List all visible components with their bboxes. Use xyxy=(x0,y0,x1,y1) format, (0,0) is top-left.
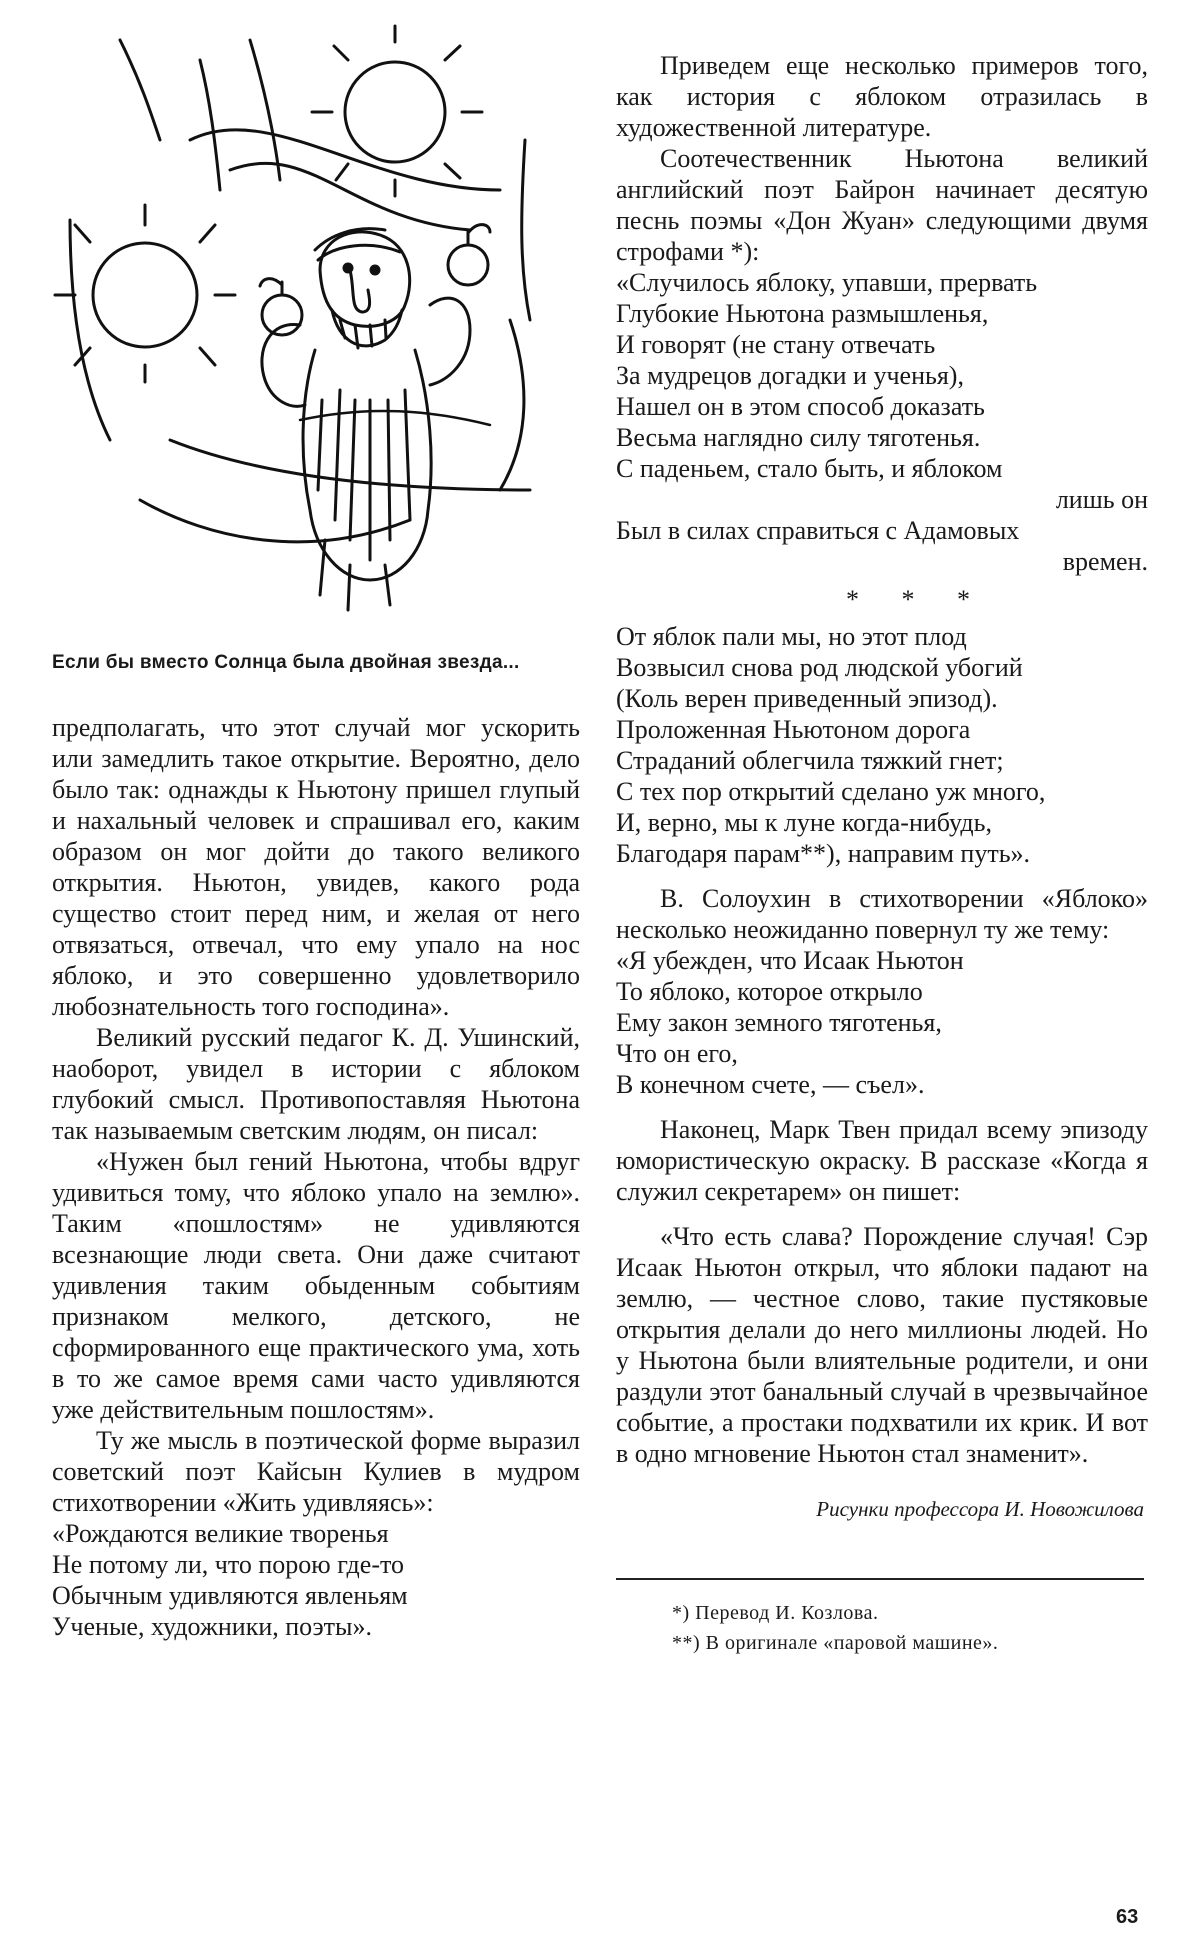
illustration-caption: Если бы вместо Солнца была двойная звезда... xyxy=(52,652,520,673)
verse-line: С паденьем, стало быть, и яблоком xyxy=(616,454,1003,483)
verse-line: То яблоко, которое открыло xyxy=(616,977,923,1006)
verse-line: Возвысил снова род людской убогий xyxy=(616,653,1023,682)
illustration-credit: Рисунки профессора И. Новожилова xyxy=(816,1497,1144,1521)
verse-line: Был в силах справиться с Адамовых xyxy=(616,516,1020,545)
kuliev-intro: Ту же мысль в поэтической форме выразил советский поэт Кайсын Кулиев в мудром стихотворении «Жить удивляясь»: xyxy=(52,1426,580,1517)
verse-line: В конечном счете, — съел». xyxy=(616,1070,925,1099)
verse-line: Ему закон земного тяготенья, xyxy=(616,1008,942,1037)
verse-line-overflow: лишь он xyxy=(1055,485,1148,514)
soloukhin-verse xyxy=(616,945,1148,1100)
verse-line: И говорят (не стану отвечать xyxy=(616,330,936,359)
verse-line: Обычным удивляются явленьям xyxy=(52,1581,408,1610)
footnote-2: **) В оригинале «паровой машине». xyxy=(672,1632,999,1654)
footnote-divider xyxy=(616,1578,1144,1580)
newton-two-suns-illustration xyxy=(50,20,590,640)
left-paragraph-continuation: предполагать, что этот случай мог ускорить или замедлить такое открытие. Вероятно, дело было так: однажды к Ньютону пришел глупый и нахальный человек и спрашивал его, каким образом он мог дойти до такого великого открытия. Ньютон, увидев, какого рода существо стоит перед ним, и желая от него отвязаться, отвечал, что ему упало на нос яблоко, и это совершенно удовлетворило любознательность того господина». xyxy=(52,713,580,1021)
right-intro-paragraph: Приведем еще несколько примеров того, как история с яблоком отразилась в художественной литературе. xyxy=(616,51,1148,142)
verse-line: (Коль верен приведенный эпизод). xyxy=(616,684,998,713)
verse-line-overflow: времен. xyxy=(1062,547,1148,576)
verse-line: «Я убежден, что Исаак Ньютон xyxy=(616,946,964,975)
verse-line: «Рождаются великие творенья xyxy=(52,1519,389,1548)
verse-line: И, верно, мы к луне когда-нибудь, xyxy=(616,808,992,837)
footnote-1: *) Перевод И. Козлова. xyxy=(672,1602,879,1624)
verse-line: Благодаря парам**), направим путь». xyxy=(616,839,1031,868)
verse-line: «Случилось яблоку, упавши, прервать xyxy=(616,268,1038,297)
stanza-separator: * * * xyxy=(846,585,988,614)
twain-quote: «Что есть слава? Порождение случая! Сэр Исаак Ньютон открыл, что яблоки падают на землю, — честное слово, такие пустяковые открытия делали до него миллионы людей. Но у Ньютона были влиятельные родители, и они раздули этот банальный случай в чрезвычайное событие, а простаки подхватили их крик. И вот в одно мгновение Ньютон стал знаменит». xyxy=(616,1222,1148,1468)
verse-line: Что он его, xyxy=(616,1039,738,1068)
verse-line: Ученые, художники, поэты». xyxy=(52,1612,372,1641)
verse-line: Не потому ли, что порою где-то xyxy=(52,1550,405,1579)
kuliev-verse xyxy=(52,1518,580,1642)
byron-stanza-2 xyxy=(616,621,1148,869)
byron-stanza-1 xyxy=(616,267,1148,577)
verse-line: С тех пор открытий сделано уж много, xyxy=(616,777,1046,806)
twain-intro: Наконец, Марк Твен придал всему эпизоду юмористическую окраску. В рассказе «Когда я служил секретарем» он пишет: xyxy=(616,1115,1148,1206)
byron-intro-paragraph: Соотечественник Ньютона великий английский поэт Байрон начинает десятую песнь поэмы «Дон Жуан» следующими двумя строфами *): xyxy=(616,144,1148,266)
verse-line: Нашел он в этом способ доказать xyxy=(616,392,985,421)
soloukhin-intro: В. Солоухин в стихотворении «Яблоко» несколько неожиданно повернул ту же тему: xyxy=(616,884,1148,944)
left-column xyxy=(52,712,580,1642)
verse-line: Весьма наглядно силу тяготенья. xyxy=(616,423,981,452)
verse-line: За мудрецов догадки и ученья), xyxy=(616,361,964,390)
verse-line: Глубокие Ньютона размышленья, xyxy=(616,299,989,328)
verse-line: Страданий облегчила тяжкий гнет; xyxy=(616,746,1004,775)
right-column xyxy=(616,50,1148,1658)
page-number: 63 xyxy=(1116,1906,1139,1928)
ushinsky-quote: «Нужен был гений Ньютона, чтобы вдруг удивиться тому, что яблоко упало на землю». Таким «пошлостям» не удивляются всезнающие люди света. Они даже считают удивления таким обыденным событиям признаком мелкого, детского, не сформированного еще практического ума, хоть в то же самое время сами часто удивляются уже действительным пошлостям». xyxy=(52,1147,580,1424)
verse-line: Проложенная Ньютоном дорога xyxy=(616,715,971,744)
verse-line: От яблок пали мы, но этот плод xyxy=(616,622,967,651)
ushinsky-paragraph: Великий русский педагог К. Д. Ушинский, наоборот, увидел в истории с яблоком глубокий смысл. Противопоставляя Ньютона так называемым светским людям, он писал: xyxy=(52,1023,580,1145)
